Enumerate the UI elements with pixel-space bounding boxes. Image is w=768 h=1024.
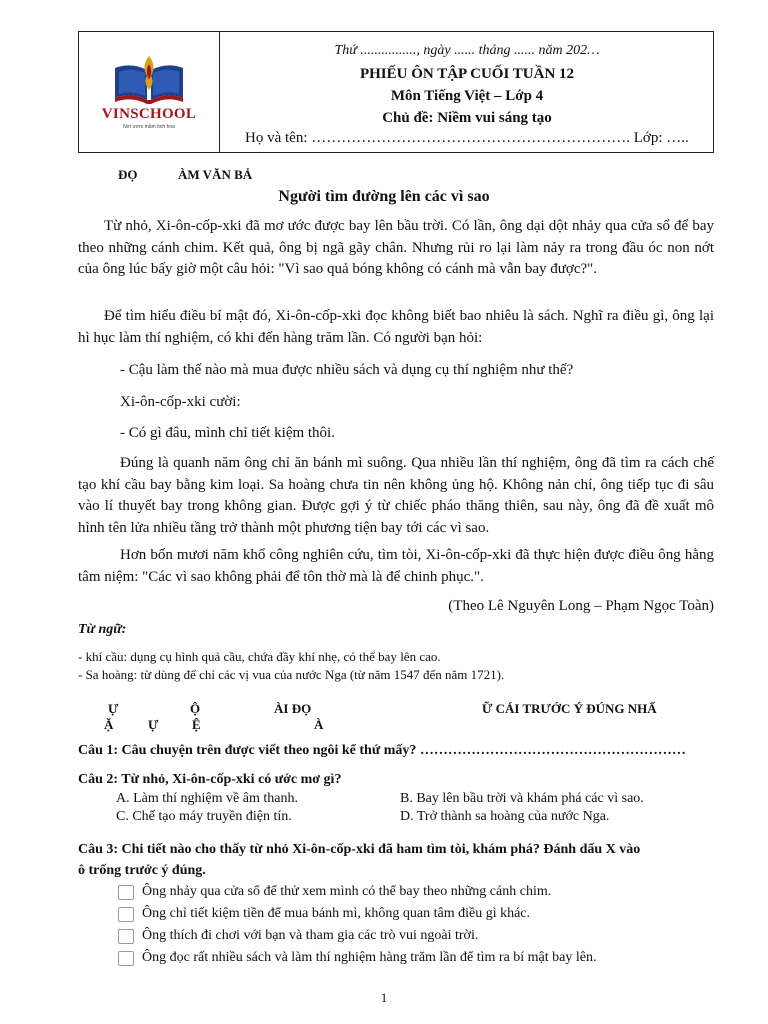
exercise-heading-fragment: Ộ: [190, 701, 201, 716]
exercise-heading-fragment: Ệ: [192, 717, 201, 732]
q2-option-a[interactable]: A. Làm thí nghiệm về âm thanh.: [116, 791, 298, 806]
section-heading-fragment-2: ÀM VĂN BẢ: [178, 167, 253, 182]
exercise-heading-fragment: Ữ CÁI TRƯỚC Ý ĐÚNG NHẤ: [482, 701, 657, 716]
glossary-heading: Từ ngữ:: [78, 622, 127, 637]
story-paragraph-3: Đúng là quanh năm ông chỉ ăn bánh mì suông. Qua nhiều lần thí nghiệm, ông đã tìm ra cách chế tạo khí cầu bay bằng kim loại. Sa hoàng chưa tin nên không ủng hộ. Không nản chí, ông tiếp tục đi sâu vào lí thuyết bay trong không gian. Được gợi ý từ chiếc pháo thăng thiên, sau này, ông đã đề xuất mô hình tên lửa nhiều tầng trở thành một phương tiện bay tới các vì sao.: [78, 455, 714, 536]
dialogue-line-1: - Cậu làm thế nào mà mua được nhiều sách và dụng cụ thí nghiệm như thế?: [120, 362, 574, 378]
question-3-line-1: Câu 3: Chi tiết nào cho thấy từ nhỏ Xi-ôn-cốp-xki đã ham tìm tòi, khám phá? Đánh dấu X vào: [78, 842, 641, 857]
section-heading-fragment-1: ĐỌ: [118, 167, 138, 182]
exercise-heading-fragment: ÀI ĐỌ: [274, 701, 312, 716]
worksheet-title: PHIẾU ÔN TẬP CUỐI TUẦN 12: [359, 66, 575, 82]
date-line: Thứ ................, ngày ...... tháng ...... năm 202…: [334, 43, 600, 58]
story-title: Người tìm đường lên các vì sao: [278, 188, 490, 205]
glossary-item: - Sa hoàng: từ dùng để chỉ các vị vua của nước Nga (từ năm 1547 đến năm 1721).: [78, 667, 505, 682]
question-3-line-2: ô trống trước ý đúng.: [78, 863, 206, 878]
q3-option-2: Ông chỉ tiết kiệm tiền để mua bánh mì, không quan tâm điều gì khác.: [142, 906, 531, 921]
page-number: 1: [380, 990, 388, 1005]
q3-option-1: Ông nhảy qua cửa sổ để thử xem mình có thể bay theo những cánh chim.: [142, 884, 552, 899]
story-paragraph-1: Từ nhỏ, Xi-ôn-cốp-xki đã mơ ước được bay lên bầu trời. Có lần, ông dại dột nhảy qua cửa sổ để bay theo những cánh chim. Kết quả, ông bị ngã gãy chân. Nhưng rủi ro lại làm nảy ra trong đầu óc non nớt của ông lúc bấy giờ một câu hỏi: "Vì sao quả bóng không có cánh mà vẫn bay được?".: [78, 218, 714, 277]
q3-checkbox-2[interactable]: [118, 907, 134, 922]
story-source: (Theo Lê Nguyên Long – Phạm Ngọc Toàn): [448, 598, 714, 614]
exercise-heading-fragment: Ặ: [104, 717, 114, 732]
glossary-item: - khí cầu: dụng cụ hình quả cầu, chứa đầy khí nhẹ, có thể bay lên cao.: [78, 649, 441, 664]
q3-checkbox-3[interactable]: [118, 929, 134, 944]
logo-text: VINSCHOOL: [101, 106, 197, 122]
header-box: [78, 31, 714, 153]
dialogue-line-3: - Có gì đâu, mình chỉ tiết kiệm thôi.: [120, 425, 335, 441]
question-1: Câu 1: Câu chuyện trên được viết theo ngôi kể thứ mấy? …………………………………………………: [78, 743, 686, 758]
q2-option-d[interactable]: D. Trở thành sa hoàng của nước Nga.: [400, 809, 610, 824]
logo-area: [79, 32, 220, 152]
q2-option-c[interactable]: C. Chế tạo máy truyền điện tín.: [116, 809, 292, 824]
dialogue-line-2: Xi-ôn-cốp-xki cười:: [120, 394, 241, 410]
exercise-heading-fragment: Ự: [148, 717, 159, 732]
topic-line: Chủ đề: Niềm vui sáng tạo: [382, 110, 552, 126]
exercise-heading-fragment: Ự: [108, 701, 119, 716]
q3-checkbox-1[interactable]: [118, 885, 134, 900]
q2-option-b[interactable]: B. Bay lên bầu trời và khám phá các vì sao.: [400, 791, 644, 806]
q3-option-4: Ông đọc rất nhiều sách và làm thí nghiệm hàng trăm lần để tìm ra bí mật bay lên.: [142, 950, 597, 965]
logo-tagline: Nơi ươm mầm tinh hoa: [123, 124, 175, 130]
q3-checkbox-4[interactable]: [118, 951, 134, 966]
exercise-heading-fragment: À: [314, 717, 324, 732]
q3-option-3: Ông thích đi chơi với bạn và tham gia các trò vui ngoài trời.: [142, 928, 479, 943]
story-paragraph-4: Hơn bốn mươi năm khổ công nghiên cứu, tìm tòi, Xi-ôn-cốp-xki đã thực hiện được điều ông hằng tâm niệm: "Các vì sao không phải để tôn thờ mà là để chinh phục.".: [78, 547, 714, 585]
story-paragraph-2: Để tìm hiểu điều bí mật đó, Xi-ôn-cốp-xki đọc không biết bao nhiêu là sách. Nghĩ ra điều gì, ông lại hì hục làm thí nghiệm, có khi đến hàng trăm lần. Có người bạn hỏi:: [78, 308, 714, 346]
vinschool-logo-icon: [109, 54, 189, 106]
student-name-line: Họ và tên: ………………………………………………………. Lớp: …..: [245, 130, 689, 146]
subject-line: Môn Tiếng Việt – Lớp 4: [390, 88, 544, 104]
question-2: Câu 2: Từ nhỏ, Xi-ôn-cốp-xki có ước mơ gì?: [78, 772, 342, 787]
